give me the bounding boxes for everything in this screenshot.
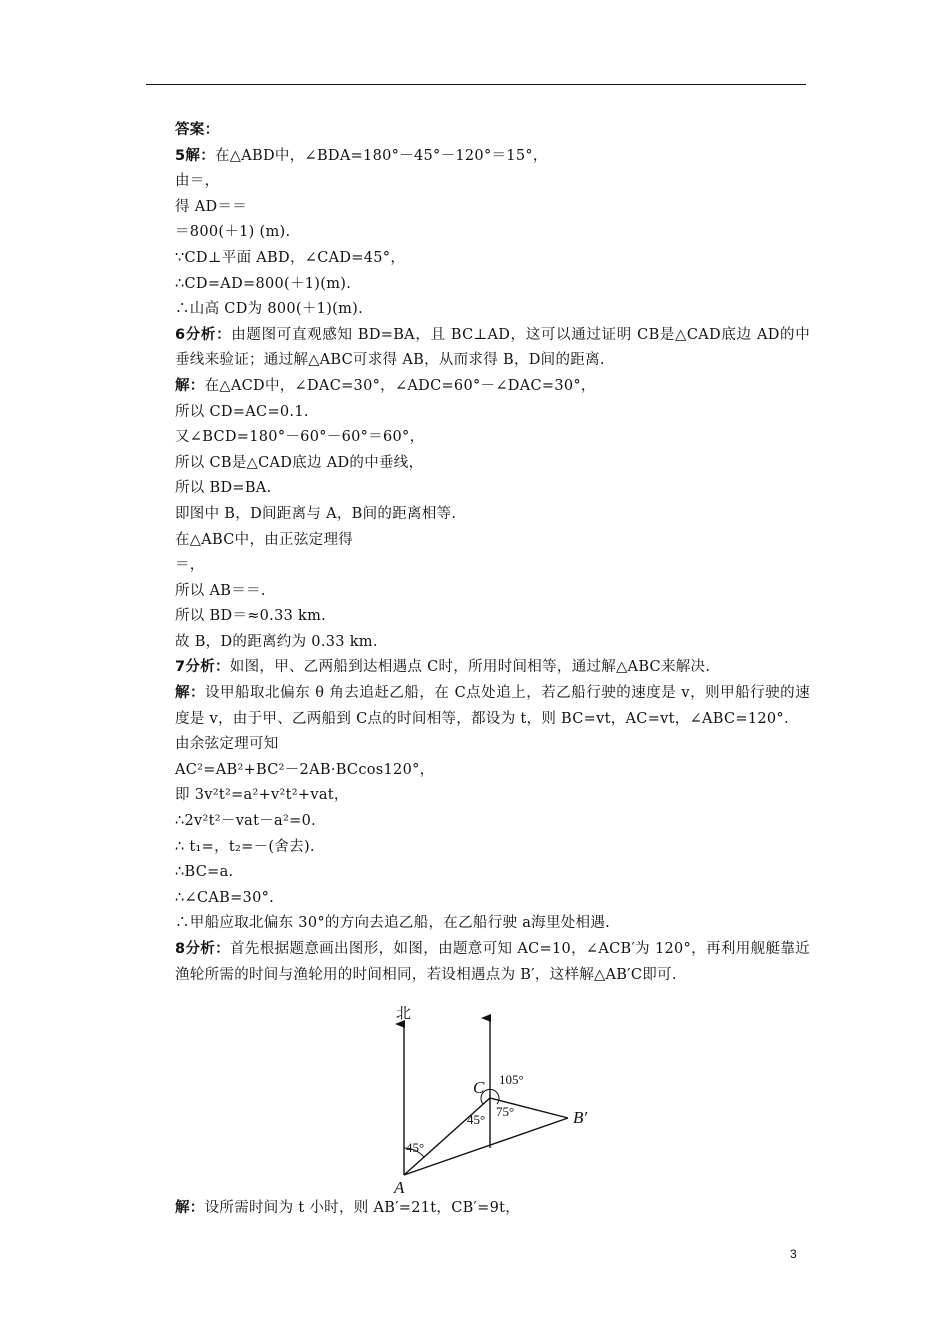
line-text: ＝， (175, 557, 205, 574)
line-text: 在△ACD中，∠DAC=30°，∠ADC=60°－∠DAC=30°， (204, 377, 596, 394)
point-a-label: A (394, 1178, 405, 1197)
answer-lines (146, 144, 810, 989)
solution-label: 解： (175, 1200, 205, 1216)
text-line (146, 195, 810, 221)
text-line (146, 783, 810, 809)
line-text: 首先根据题意画出图形，如图，由题意可知 AC=10，∠ACB′为 120°，再利用舰艇靠近渔轮所需的时间与渔轮用的时间相同，若设相遇点为 B′，这样解△AB′C即可. (175, 941, 810, 983)
text-line (146, 144, 810, 170)
text-line (146, 1196, 810, 1222)
line-text: 由题图可直观感知 BD=BA，且 BC⊥AD，这可以通过证明 CB是△CAD底边 AD的中垂线来验证；通过解△ABC可求得 AB，从而求得 B，D间的距离. (175, 326, 810, 369)
text-line (146, 220, 810, 246)
text-line (146, 374, 810, 400)
line-text: 由＝， (175, 173, 220, 190)
diagram-svg (380, 1000, 620, 1195)
text-line (146, 502, 810, 528)
point-b-prime-label: B′ (573, 1108, 588, 1127)
navigation-diagram (380, 1000, 620, 1195)
text-line (146, 886, 810, 912)
angle-105-at-c: 105° (499, 1072, 524, 1087)
text-line (146, 400, 810, 426)
section-label: 解： (175, 685, 206, 702)
point-c-label: C (473, 1078, 485, 1097)
line-text: 即 3v²t²=a²+v²t²+vat， (175, 787, 349, 804)
text-line (146, 297, 810, 323)
line-text: 如图，甲、乙两船到达相遇点 C时，所用时间相等，通过解△ABC来解决. (229, 659, 711, 676)
text-line (146, 272, 810, 298)
line-text: 即图中 B，D间距离与 A，B间的距离相等. (175, 505, 457, 522)
segment-a-c (404, 1098, 490, 1175)
text-line (146, 937, 810, 988)
text-line (146, 681, 810, 732)
line-text: ＝800(＋1) (m). (175, 224, 291, 241)
line-text: 得 AD＝＝ (175, 198, 248, 215)
line-text: 设甲船取北偏东 θ 角去追赶乙船，在 C点处追上，若乙船行驶的速度是 v，则甲船行驶的速度是 v，由于甲、乙两船到 C点的时间相等，都设为 t，则 BC=vt，AC=vt，∠ABC=120°. (175, 685, 810, 727)
line-text: 在△ABC中，由正弦定理得 (175, 531, 354, 548)
line-text: 又∠BCD=180°－60°－60°＝60°， (175, 429, 425, 446)
line-text: 所以 BD＝≈0.33 km. (175, 608, 327, 625)
page-number: 3 (790, 1247, 797, 1261)
line-text: ∴ t₁=，t₂=－(舍去). (175, 838, 315, 855)
line-text: AC²=AB²+BC²－2AB·BCcos120°， (175, 761, 435, 778)
text-line (146, 655, 810, 681)
text-line (146, 553, 810, 579)
section-label: 8分析： (175, 941, 231, 957)
text-line (146, 246, 810, 272)
line-text: 所以 CD=AC=0.1. (175, 403, 309, 420)
line-text: 由余弦定理可知 (175, 736, 279, 753)
line-text: 所以 AB＝＝. (175, 582, 266, 599)
line-text: 所以 CB是△CAD底边 AD的中垂线， (175, 454, 424, 471)
line-text: ∴甲船应取北偏东 30°的方向去追乙船，在乙船行驶 a海里处相遇. (175, 915, 611, 932)
text-line (146, 323, 810, 374)
line-text: 故 B，D的距离约为 0.33 km. (175, 633, 378, 650)
solution-text: 设所需时间为 t 小时，则 AB′=21t，CB′=9t， (204, 1200, 521, 1216)
section-label: 5解： (175, 147, 215, 164)
angle-45-at-a: 45° (406, 1140, 425, 1155)
segment-a-b (404, 1118, 568, 1175)
text-line (146, 451, 810, 477)
line-text: ∴CD=AD=800(＋1)(m). (175, 275, 352, 292)
section-label: 解： (175, 377, 205, 394)
line-text: ∴∠CAB=30°. (175, 889, 275, 906)
text-line (146, 911, 810, 937)
text-line (146, 476, 810, 502)
text-line (146, 758, 810, 784)
line-text: ∴BC=a. (175, 864, 234, 881)
angle-45-at-c: 45° (467, 1112, 486, 1127)
section-label: 7分析： (175, 659, 230, 676)
text-line (146, 835, 810, 861)
text-line (146, 604, 810, 630)
north-label: 北 (396, 1004, 412, 1022)
text-line (146, 528, 810, 554)
text-line (146, 169, 810, 195)
text-line (146, 860, 810, 886)
text-line (146, 425, 810, 451)
text-line (146, 732, 810, 758)
text-line (146, 630, 810, 656)
line-text: 所以 BD=BA. (175, 480, 272, 497)
line-text: 在△ABD中，∠BDA=180°－45°－120°＝15°， (215, 147, 548, 164)
text-line (146, 579, 810, 605)
final-solution-line (146, 1196, 810, 1222)
header-rule (146, 84, 806, 85)
line-text: ∴山高 CD为 800(＋1)(m). (175, 301, 364, 318)
angle-75-at-c: 75° (496, 1104, 515, 1119)
line-text: ∵CD⊥平面 ABD，∠CAD=45°， (175, 249, 406, 266)
answer-heading: 答案： (175, 122, 220, 138)
text-line (146, 809, 810, 835)
line-text: ∴2v²t²－vat－a²=0. (175, 813, 316, 830)
answer-body (146, 118, 810, 988)
section-label: 6分析： (175, 326, 232, 343)
